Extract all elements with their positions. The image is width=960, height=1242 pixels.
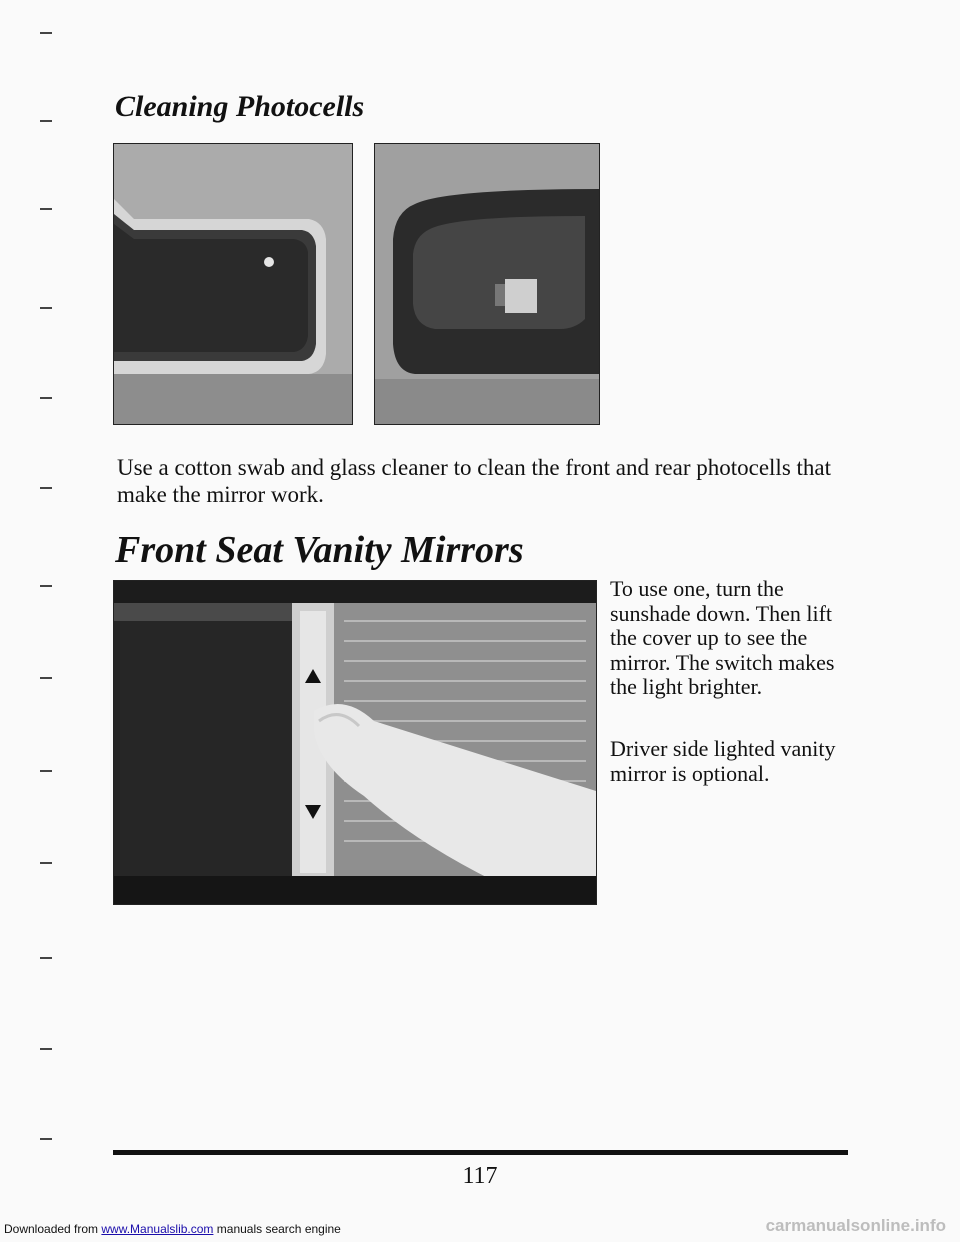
- footer-suffix: manuals search engine: [213, 1222, 341, 1236]
- page-number: 117: [462, 1163, 498, 1189]
- photo-mirror-front: [113, 143, 353, 425]
- margin-tick: [40, 32, 52, 34]
- margin-tick: [40, 1138, 52, 1140]
- margin-tick: [40, 862, 52, 864]
- vanity-use-paragraph: To use one, turn the sunshade down. Then lift the cover up to see the mirror. The switch makes the light brighter.: [610, 576, 835, 699]
- margin-tick: [40, 585, 52, 587]
- margin-tick: [40, 487, 52, 489]
- section-heading-photocells: Cleaning Photocells: [115, 90, 365, 123]
- margin-tick: [40, 307, 52, 309]
- vanity-option-paragraph: Driver side lighted vanity mirror is optional.: [610, 736, 836, 786]
- download-footer: [4, 1222, 341, 1236]
- photo-vanity-mirror: [113, 580, 597, 905]
- photo-mirror-rear: [374, 143, 600, 425]
- margin-tick: [40, 677, 52, 679]
- section-heading-vanity: Front Seat Vanity Mirrors: [115, 529, 524, 571]
- margin-tick: [40, 1048, 52, 1050]
- margin-tick: [40, 397, 52, 399]
- margin-tick: [40, 208, 52, 210]
- photocells-paragraph: Use a cotton swab and glass cleaner to clean the front and rear photocells that make the mirror work.: [117, 455, 832, 507]
- margin-tick: [40, 120, 52, 122]
- manualslib-link[interactable]: www.Manualslib.com: [101, 1222, 214, 1236]
- footer-rule: [113, 1150, 848, 1155]
- footer-prefix: Downloaded from: [4, 1222, 102, 1236]
- margin-tick: [40, 957, 52, 959]
- watermark: carmanualsonline.info: [765, 1216, 946, 1235]
- margin-tick: [40, 770, 52, 772]
